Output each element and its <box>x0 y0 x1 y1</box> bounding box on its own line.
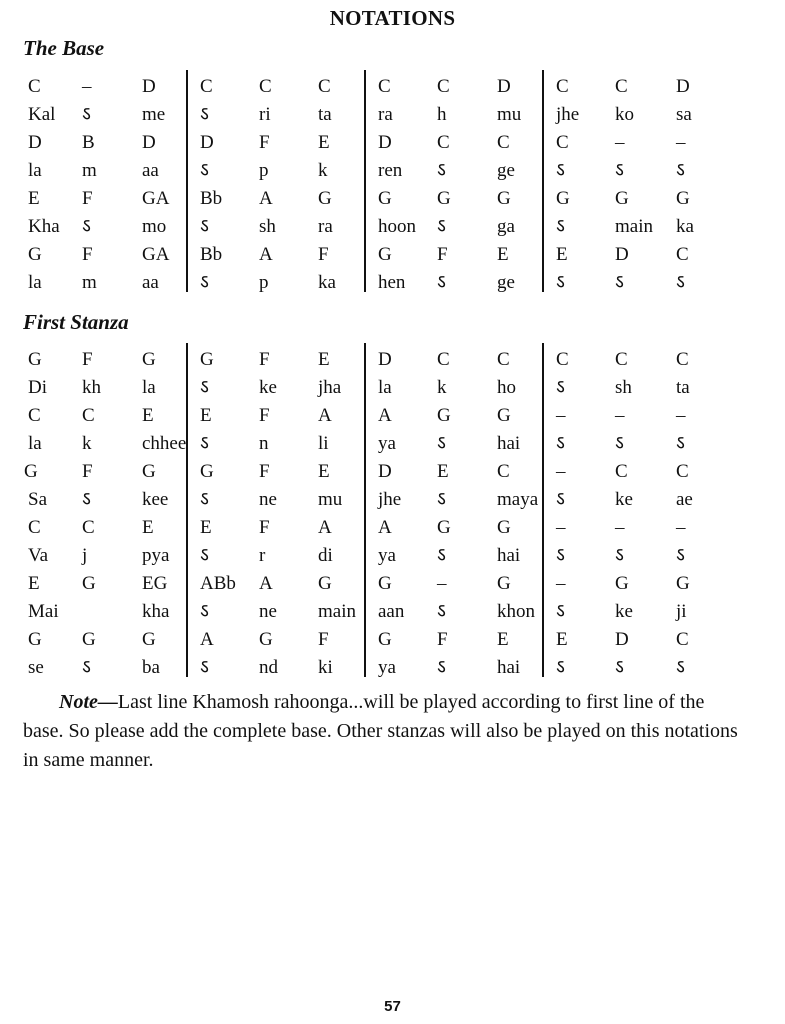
notation-cell: – <box>615 405 625 426</box>
notation-cell: D <box>615 244 629 265</box>
notation-cell: G <box>142 349 156 370</box>
notation-cell: m <box>82 272 97 293</box>
notation-row <box>0 213 785 241</box>
notation-cell: E <box>497 629 509 650</box>
notation-cell: h <box>437 104 447 125</box>
measure-divider <box>542 70 544 292</box>
notation-cell: C <box>437 76 450 97</box>
notation-cell: F <box>259 517 270 538</box>
notation-cell: ऽ <box>200 601 209 622</box>
notation-cell: aa <box>142 272 159 293</box>
notation-cell: C <box>676 461 689 482</box>
notation-cell: G <box>378 573 392 594</box>
notation-cell: C <box>28 405 41 426</box>
notation-cell: ऽ <box>615 433 624 454</box>
notation-cell: ऽ <box>676 272 685 293</box>
notation-cell: Sa <box>28 489 47 510</box>
notation-cell: G <box>676 573 690 594</box>
notation-cell: n <box>259 433 269 454</box>
notation-cell: C <box>82 517 95 538</box>
notation-cell: G <box>142 629 156 650</box>
notation-cell: G <box>200 349 214 370</box>
notation-cell: k <box>82 433 92 454</box>
note-paragraph <box>23 688 743 775</box>
notation-cell: Kal <box>28 104 56 125</box>
notation-cell: main <box>615 216 653 237</box>
notation-cell: Kha <box>28 216 60 237</box>
notation-row <box>0 430 785 458</box>
notation-cell: G <box>28 629 42 650</box>
notation-cell: C <box>200 76 213 97</box>
notation-cell: E <box>142 405 154 426</box>
notation-cell: ga <box>497 216 515 237</box>
notation-cell: ka <box>676 216 694 237</box>
notation-cell: ऽ <box>556 433 565 454</box>
notation-cell: ki <box>318 657 333 678</box>
notation-cell: ka <box>318 272 336 293</box>
notation-cell: A <box>378 517 392 538</box>
notation-cell: ऽ <box>615 657 624 678</box>
notation-cell: pya <box>142 545 170 566</box>
notation-cell: G <box>497 405 511 426</box>
notation-cell: la <box>378 377 392 398</box>
notation-cell: ऽ <box>200 216 209 237</box>
notation-cell: Mai <box>28 601 59 622</box>
notation-cell: ke <box>615 601 633 622</box>
notation-cell: E <box>142 517 154 538</box>
notation-row <box>0 157 785 185</box>
notation-cell: D <box>497 76 511 97</box>
notation-cell: la <box>28 433 42 454</box>
notation-cell: j <box>82 545 88 566</box>
notation-cell: G <box>24 461 38 482</box>
notation-cell: Bb <box>200 188 223 209</box>
notation-cell: E <box>497 244 509 265</box>
notation-cell: hen <box>378 272 406 293</box>
notation-cell: ra <box>378 104 393 125</box>
notation-cell: ऽ <box>82 657 91 678</box>
notation-row <box>0 458 785 486</box>
notation-cell: G <box>615 188 629 209</box>
notation-row <box>0 374 785 402</box>
notation-cell: ABb <box>200 573 236 594</box>
notation-cell: E <box>437 461 449 482</box>
notation-cell: F <box>259 461 270 482</box>
notation-cell: D <box>28 132 42 153</box>
notation-cell: ऽ <box>437 272 446 293</box>
notation-cell: F <box>82 349 93 370</box>
notation-cell: ji <box>676 601 687 622</box>
notation-cell: di <box>318 545 333 566</box>
notation-row <box>0 542 785 570</box>
notation-cell: ऽ <box>200 545 209 566</box>
notation-cell: ra <box>318 216 333 237</box>
notation-cell: ke <box>259 377 277 398</box>
notation-cell: F <box>82 188 93 209</box>
notation-cell: sa <box>676 104 692 125</box>
notation-cell: ya <box>378 657 396 678</box>
notation-cell: ya <box>378 433 396 454</box>
notation-cell: ऽ <box>437 601 446 622</box>
notation-cell: mu <box>318 489 343 510</box>
notation-cell: khon <box>497 601 535 622</box>
notation-cell: ऽ <box>200 489 209 510</box>
notation-cell: G <box>82 629 96 650</box>
notation-cell: D <box>142 132 156 153</box>
notation-cell: C <box>556 349 569 370</box>
measure-divider <box>364 70 366 292</box>
notation-cell: A <box>378 405 392 426</box>
notation-cell: – <box>676 517 686 538</box>
notation-cell: F <box>318 244 329 265</box>
notation-row <box>0 570 785 598</box>
notation-cell: C <box>437 349 450 370</box>
notation-cell: main <box>318 601 356 622</box>
notation-cell: ऽ <box>556 657 565 678</box>
notation-cell: ऽ <box>437 489 446 510</box>
notation-cell: r <box>259 545 266 566</box>
notation-cell: sh <box>259 216 276 237</box>
notation-cell: A <box>259 188 273 209</box>
notation-cell: aan <box>378 601 405 622</box>
notation-cell: G <box>676 188 690 209</box>
notation-row <box>0 598 785 626</box>
notation-row <box>0 269 785 297</box>
notation-cell: E <box>318 349 330 370</box>
note-label: Note— <box>59 691 118 713</box>
notation-cell: la <box>28 272 42 293</box>
page-title: NOTATIONS <box>329 6 456 30</box>
notation-cell: E <box>556 244 568 265</box>
notation-cell: EG <box>142 573 168 594</box>
notation-cell: ऽ <box>615 160 624 181</box>
measure-divider <box>186 70 188 292</box>
notation-cell: B <box>82 132 95 153</box>
notation-cell: D <box>615 629 629 650</box>
notation-cell: m <box>82 160 97 181</box>
notation-cell: ऽ <box>437 216 446 237</box>
notation-cell: GA <box>142 244 170 265</box>
page-number: 57 <box>384 998 401 1015</box>
notation-cell: – <box>676 132 686 153</box>
notation-cell: ge <box>497 160 515 181</box>
notation-row <box>0 626 785 654</box>
notation-cell: G <box>437 517 451 538</box>
notation-cell: F <box>318 629 329 650</box>
notation-cell: – <box>615 517 625 538</box>
notation-cell: D <box>378 349 392 370</box>
notation-cell: G <box>200 461 214 482</box>
notation-cell: ऽ <box>437 433 446 454</box>
notation-cell: ऽ <box>437 657 446 678</box>
notation-row <box>0 402 785 430</box>
notation-cell: kh <box>82 377 101 398</box>
notation-cell: ऽ <box>200 160 209 181</box>
notation-cell: A <box>318 405 332 426</box>
notation-cell: maya <box>497 489 539 510</box>
notation-cell: C <box>676 629 689 650</box>
notation-cell: ho <box>497 377 516 398</box>
notation-cell: G <box>82 573 96 594</box>
notation-cell: ऽ <box>437 160 446 181</box>
notation-cell: la <box>142 377 156 398</box>
notation-cell: F <box>259 405 270 426</box>
notation-cell: jha <box>318 377 342 398</box>
notation-cell: A <box>318 517 332 538</box>
notation-cell: ऽ <box>82 104 91 125</box>
notation-cell: G <box>142 461 156 482</box>
notation-row <box>0 514 785 542</box>
notation-cell: E <box>318 132 330 153</box>
notation-cell: C <box>497 132 510 153</box>
notation-cell: G <box>318 573 332 594</box>
measure-divider <box>542 343 544 677</box>
notation-cell: mo <box>142 216 167 237</box>
notation-cell: k <box>318 160 328 181</box>
notation-cell: C <box>497 349 510 370</box>
notation-cell: ऽ <box>556 272 565 293</box>
base-heading: The Base <box>23 36 105 60</box>
notation-cell: jhe <box>556 104 580 125</box>
notation-cell: F <box>82 244 93 265</box>
notation-row <box>0 185 785 213</box>
notation-cell: ऽ <box>615 545 624 566</box>
notation-cell: Di <box>28 377 47 398</box>
notation-cell: D <box>378 461 392 482</box>
notation-cell: hai <box>497 545 521 566</box>
notation-cell: mu <box>497 104 522 125</box>
notation-cell: A <box>259 244 273 265</box>
notation-cell: GA <box>142 188 170 209</box>
notation-cell: D <box>200 132 214 153</box>
notation-cell: – <box>556 461 566 482</box>
notation-cell: C <box>82 405 95 426</box>
notation-row <box>0 346 785 374</box>
notation-cell: ऽ <box>556 216 565 237</box>
stanza-notation-table <box>0 346 785 682</box>
notation-cell: C <box>497 461 510 482</box>
measure-divider <box>186 343 188 677</box>
notation-cell: ऽ <box>676 657 685 678</box>
notation-cell: ऽ <box>676 160 685 181</box>
notation-cell: – <box>615 132 625 153</box>
notation-cell: G <box>259 629 273 650</box>
notation-cell: ऽ <box>200 104 209 125</box>
notation-cell: Bb <box>200 244 223 265</box>
notation-cell: me <box>142 104 166 125</box>
notation-cell: ऽ <box>200 272 209 293</box>
notation-cell: – <box>676 405 686 426</box>
notation-row <box>0 129 785 157</box>
notation-cell: G <box>318 188 332 209</box>
notation-cell: D <box>676 76 690 97</box>
notation-cell: E <box>200 405 212 426</box>
notation-cell: C <box>676 349 689 370</box>
notation-cell: ऽ <box>82 216 91 237</box>
notation-cell: ऽ <box>200 433 209 454</box>
notation-cell: hoon <box>378 216 416 237</box>
notation-row <box>0 101 785 129</box>
notation-cell: li <box>318 433 329 454</box>
notation-cell: C <box>556 132 569 153</box>
notation-cell: se <box>28 657 44 678</box>
notation-cell: ba <box>142 657 160 678</box>
notation-cell: G <box>28 244 42 265</box>
notation-cell: p <box>259 160 269 181</box>
notation-cell: chhee <box>142 433 187 454</box>
notation-cell: ke <box>615 489 633 510</box>
base-notation-table <box>0 73 785 297</box>
notation-cell: G <box>556 188 570 209</box>
notation-cell: ri <box>259 104 271 125</box>
notation-cell: ge <box>497 272 515 293</box>
notation-cell: F <box>437 244 448 265</box>
notation-cell: G <box>497 188 511 209</box>
notation-cell: ऽ <box>200 657 209 678</box>
notation-cell: G <box>497 573 511 594</box>
note-text: Last line Khamosh rahoonga...will be played according to first line of the base. So please add the complete base. Other stanzas will also be played on this notations in same manner. <box>23 691 738 771</box>
notation-cell: ऽ <box>82 489 91 510</box>
notation-cell: – <box>556 405 566 426</box>
notation-cell: ऽ <box>556 377 565 398</box>
notation-cell: ऽ <box>556 160 565 181</box>
notation-cell: ne <box>259 601 277 622</box>
notation-cell: C <box>28 76 41 97</box>
notation-cell: C <box>28 517 41 538</box>
notation-cell: hai <box>497 657 521 678</box>
notation-cell: F <box>259 349 270 370</box>
notation-cell: ta <box>676 377 690 398</box>
notation-cell: D <box>142 76 156 97</box>
notation-cell: E <box>28 573 40 594</box>
notation-cell: kha <box>142 601 170 622</box>
notation-cell: – <box>556 517 566 538</box>
notation-cell: nd <box>259 657 278 678</box>
notation-cell: G <box>378 629 392 650</box>
notation-cell: Va <box>28 545 49 566</box>
notation-cell: F <box>82 461 93 482</box>
notation-cell: – <box>82 76 92 97</box>
notation-cell: – <box>437 573 447 594</box>
notation-cell: C <box>259 76 272 97</box>
notation-cell: ya <box>378 545 396 566</box>
notation-cell: G <box>497 517 511 538</box>
notation-cell: E <box>200 517 212 538</box>
notation-row <box>0 73 785 101</box>
notation-cell: C <box>556 76 569 97</box>
notation-cell: C <box>615 349 628 370</box>
notation-cell: aa <box>142 160 159 181</box>
notation-cell: ऽ <box>556 489 565 510</box>
notation-cell: jhe <box>378 489 402 510</box>
notation-cell: hai <box>497 433 521 454</box>
notation-cell: G <box>378 244 392 265</box>
notation-cell: C <box>676 244 689 265</box>
notation-cell: G <box>437 405 451 426</box>
notation-cell: G <box>378 188 392 209</box>
notation-cell: kee <box>142 489 169 510</box>
notation-cell: p <box>259 272 269 293</box>
stanza-heading: First Stanza <box>23 310 129 334</box>
notation-cell: ऽ <box>200 377 209 398</box>
notation-cell: C <box>437 132 450 153</box>
notation-cell: G <box>615 573 629 594</box>
notation-cell: C <box>318 76 331 97</box>
notation-cell: C <box>615 461 628 482</box>
notation-row <box>0 486 785 514</box>
notation-cell: ऽ <box>615 272 624 293</box>
notation-cell: G <box>437 188 451 209</box>
notation-cell: ऽ <box>437 545 446 566</box>
notation-cell: ae <box>676 489 693 510</box>
notation-cell: E <box>28 188 40 209</box>
notation-cell: ऽ <box>556 601 565 622</box>
notation-cell: sh <box>615 377 632 398</box>
notation-cell: ta <box>318 104 332 125</box>
notation-cell: la <box>28 160 42 181</box>
notation-cell: ऽ <box>676 433 685 454</box>
notation-cell: C <box>615 76 628 97</box>
measure-divider <box>364 343 366 677</box>
notation-cell: k <box>437 377 447 398</box>
notation-cell: A <box>259 573 273 594</box>
notation-cell: ऽ <box>556 545 565 566</box>
notation-cell: ren <box>378 160 403 181</box>
notation-cell: F <box>437 629 448 650</box>
notation-cell: F <box>259 132 270 153</box>
notation-cell: C <box>378 76 391 97</box>
notation-cell: ko <box>615 104 634 125</box>
notation-cell: ne <box>259 489 277 510</box>
notation-cell: – <box>556 573 566 594</box>
notation-cell: A <box>200 629 214 650</box>
notation-cell: G <box>28 349 42 370</box>
notation-cell: E <box>556 629 568 650</box>
notation-row <box>0 241 785 269</box>
notation-cell: ऽ <box>676 545 685 566</box>
notation-cell: D <box>378 132 392 153</box>
notation-row <box>0 654 785 682</box>
notation-cell: E <box>318 461 330 482</box>
